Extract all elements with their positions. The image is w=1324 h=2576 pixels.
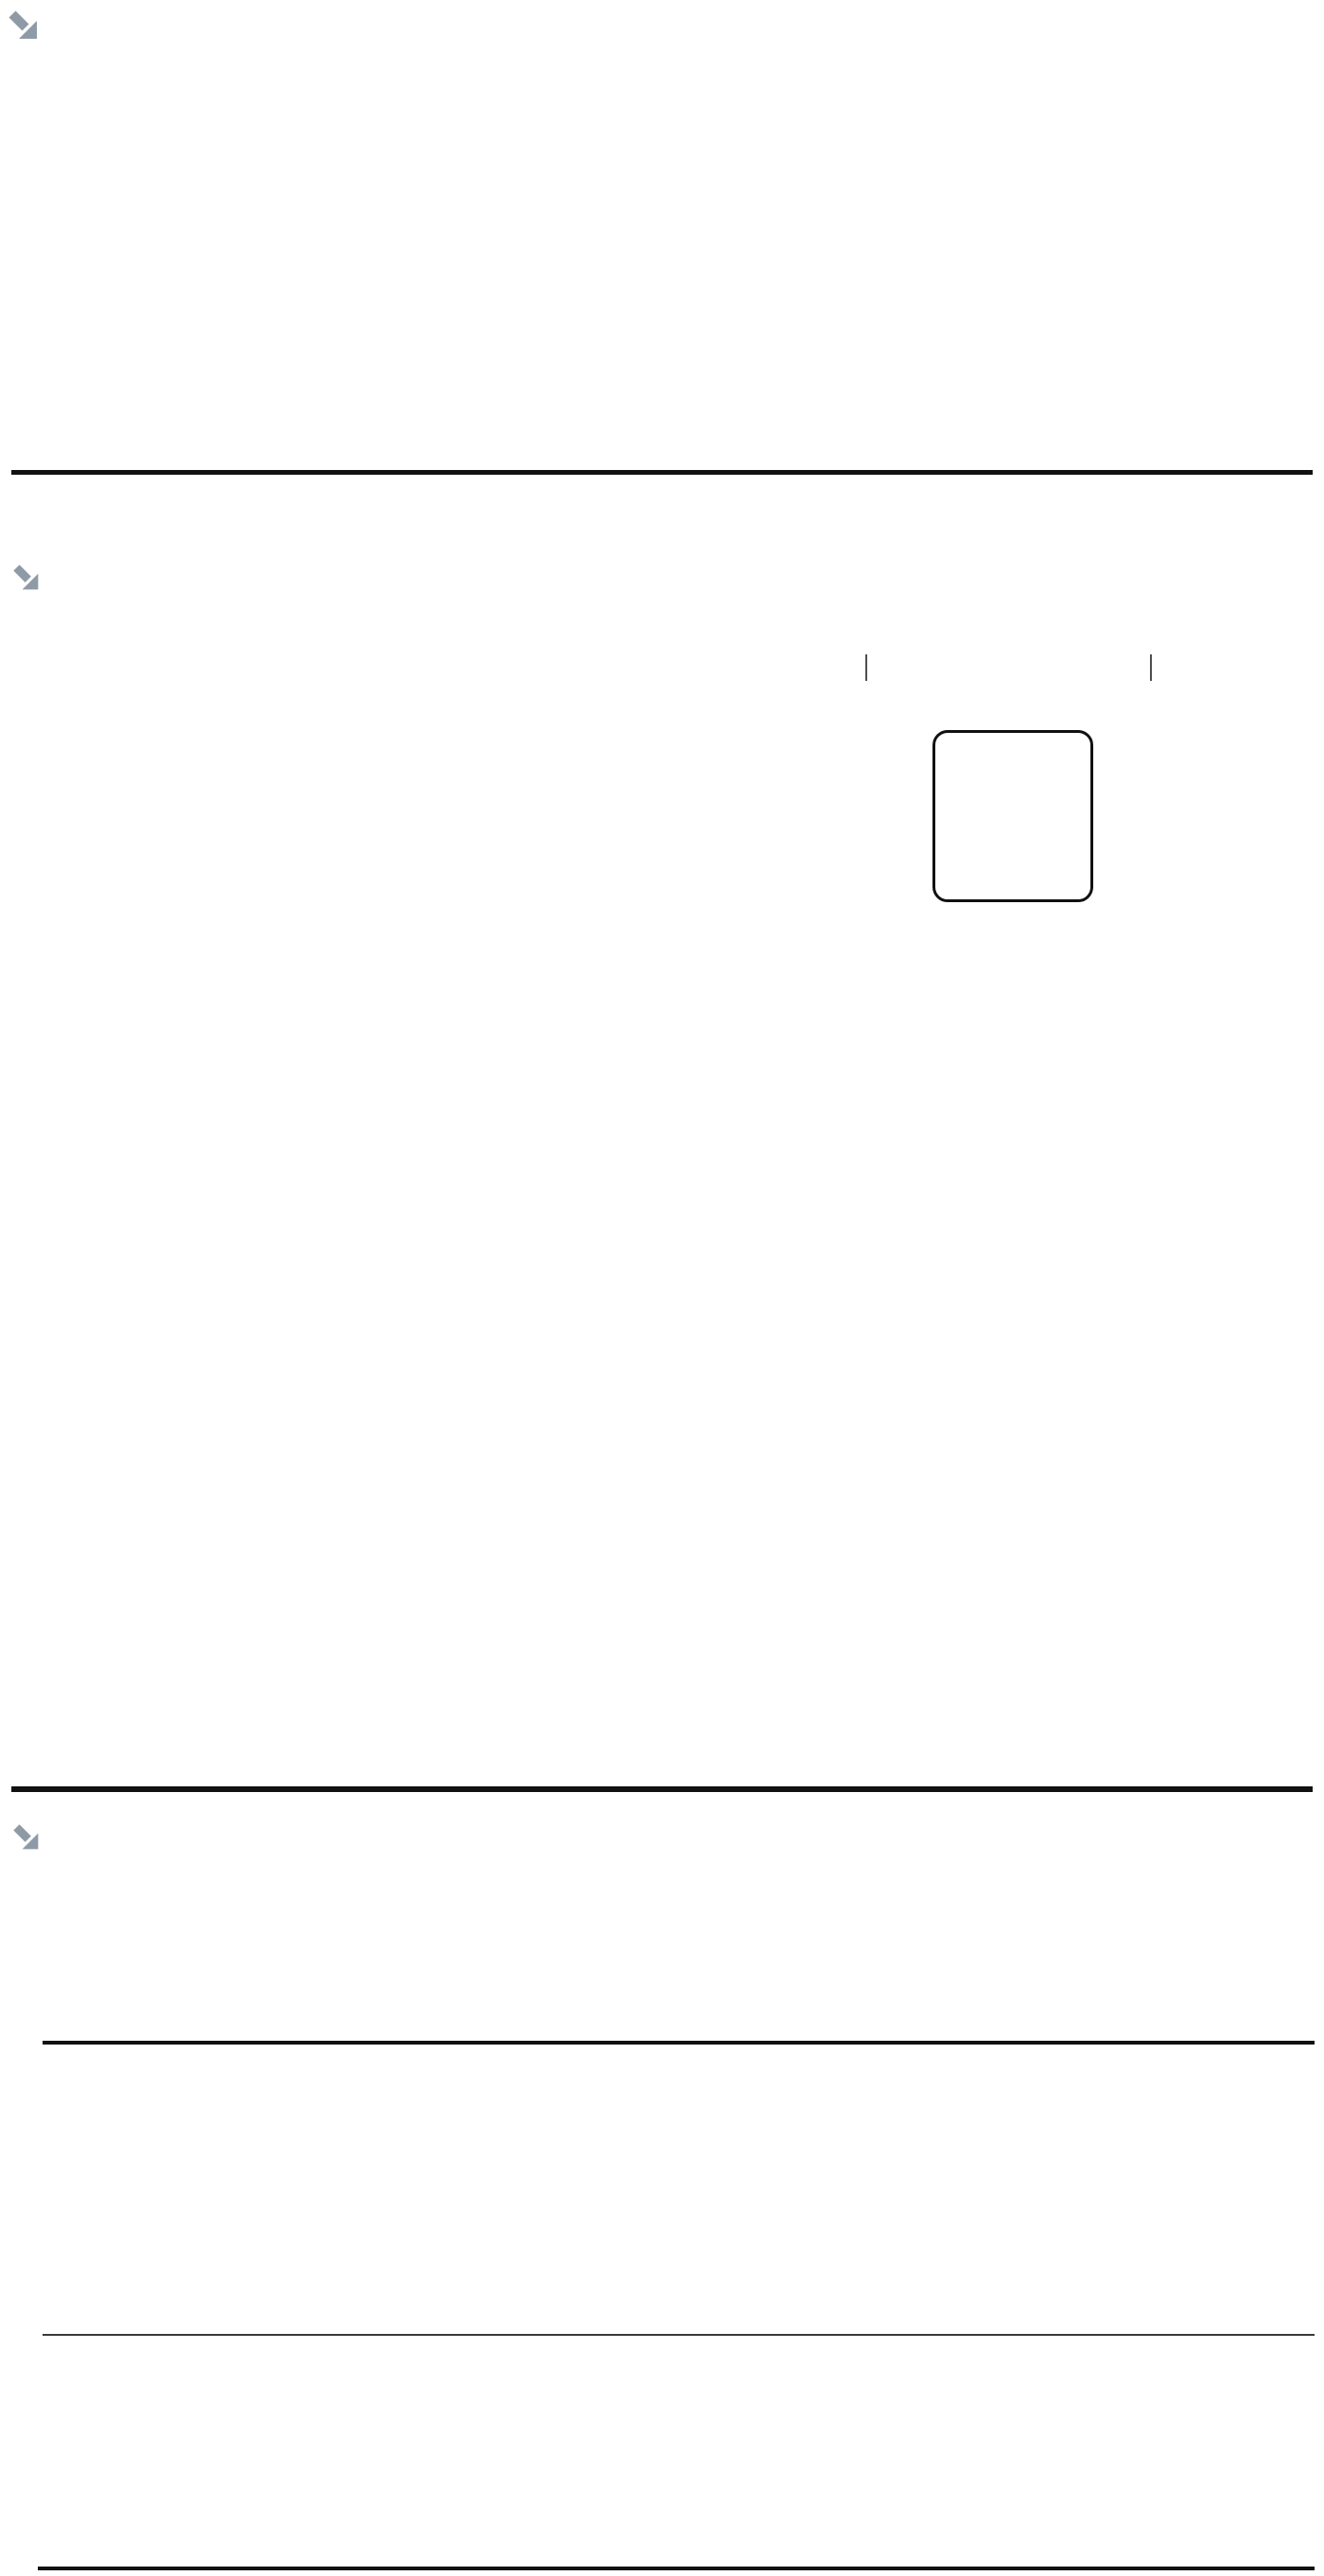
chain-rule (43, 2334, 1315, 2336)
section-arrow-icon (12, 1823, 41, 1852)
bottom-rule (38, 2567, 1315, 2570)
pie-chart (0, 0, 1324, 473)
legend (932, 730, 1093, 902)
credit-line (43, 2497, 54, 2522)
chain-header-rule (43, 2041, 1315, 2045)
section-divider (11, 470, 1313, 475)
section-divider (11, 1786, 1313, 1792)
header-tick (1150, 654, 1152, 681)
section-arrow-icon (12, 564, 41, 592)
header-tick (865, 654, 867, 681)
